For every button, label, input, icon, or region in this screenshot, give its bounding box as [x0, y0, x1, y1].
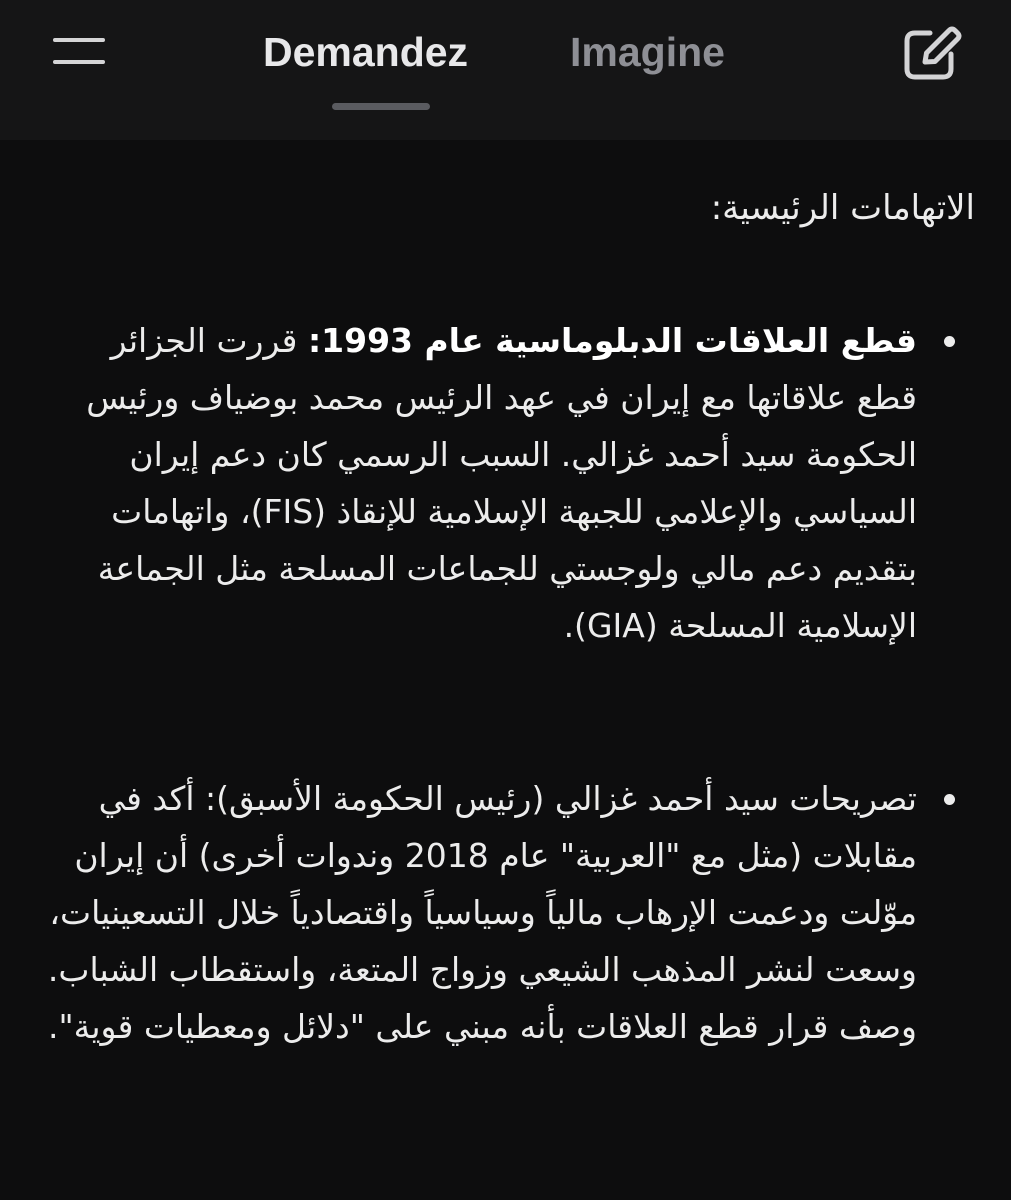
menu-button[interactable] [48, 30, 110, 76]
section-heading: الاتهامات الرئيسية: [710, 188, 975, 228]
edit-compose-icon [900, 22, 966, 84]
response-content [0, 140, 1011, 1200]
bullet-dot [944, 336, 955, 347]
list-item [43, 312, 983, 654]
bullet-body: أكد في مقابلات (مثل مع "العربية" عام 2018 وندوات أخرى) أن إيران موّلت ودعمت الإرهاب مالياً وسياسياً واقتصادياً خلال التسعينيات، وسعت لنشر المذهب الشيعي وزواج المتعة، واستقطاب الشباب. وصف قرار قطع العلاقات بأنه مبني على "دلائل ومعطيات قوية". [47, 779, 917, 1046]
new-chat-button[interactable] [900, 22, 966, 84]
tab-imagine[interactable]: Imagine [570, 29, 725, 75]
list-item [43, 770, 983, 1055]
bullet-dot [944, 794, 955, 805]
bullet-title: قطع العلاقات الدبلوماسية عام 1993: [307, 321, 917, 360]
tab-demandez[interactable]: Demandez [263, 29, 469, 75]
tab-indicator [332, 103, 430, 110]
bullet-title: تصريحات سيد أحمد غزالي (رئيس الحكومة الأسبق): [205, 779, 917, 818]
top-bar [0, 0, 1011, 140]
bullet-body: قررت الجزائر قطع علاقاتها مع إيران في عهد الرئيس محمد بوضياف ورئيس الحكومة سيد أحمد غزالي. السبب الرسمي كان دعم إيران السياسي والإعلامي للجبهة الإسلامية للإنقاذ (FIS)، واتهامات بتقديم دعم مالي ولوجستي للجماعات المسلحة مثل الجماعة الإسلامية المسلحة (GIA). [86, 321, 917, 645]
